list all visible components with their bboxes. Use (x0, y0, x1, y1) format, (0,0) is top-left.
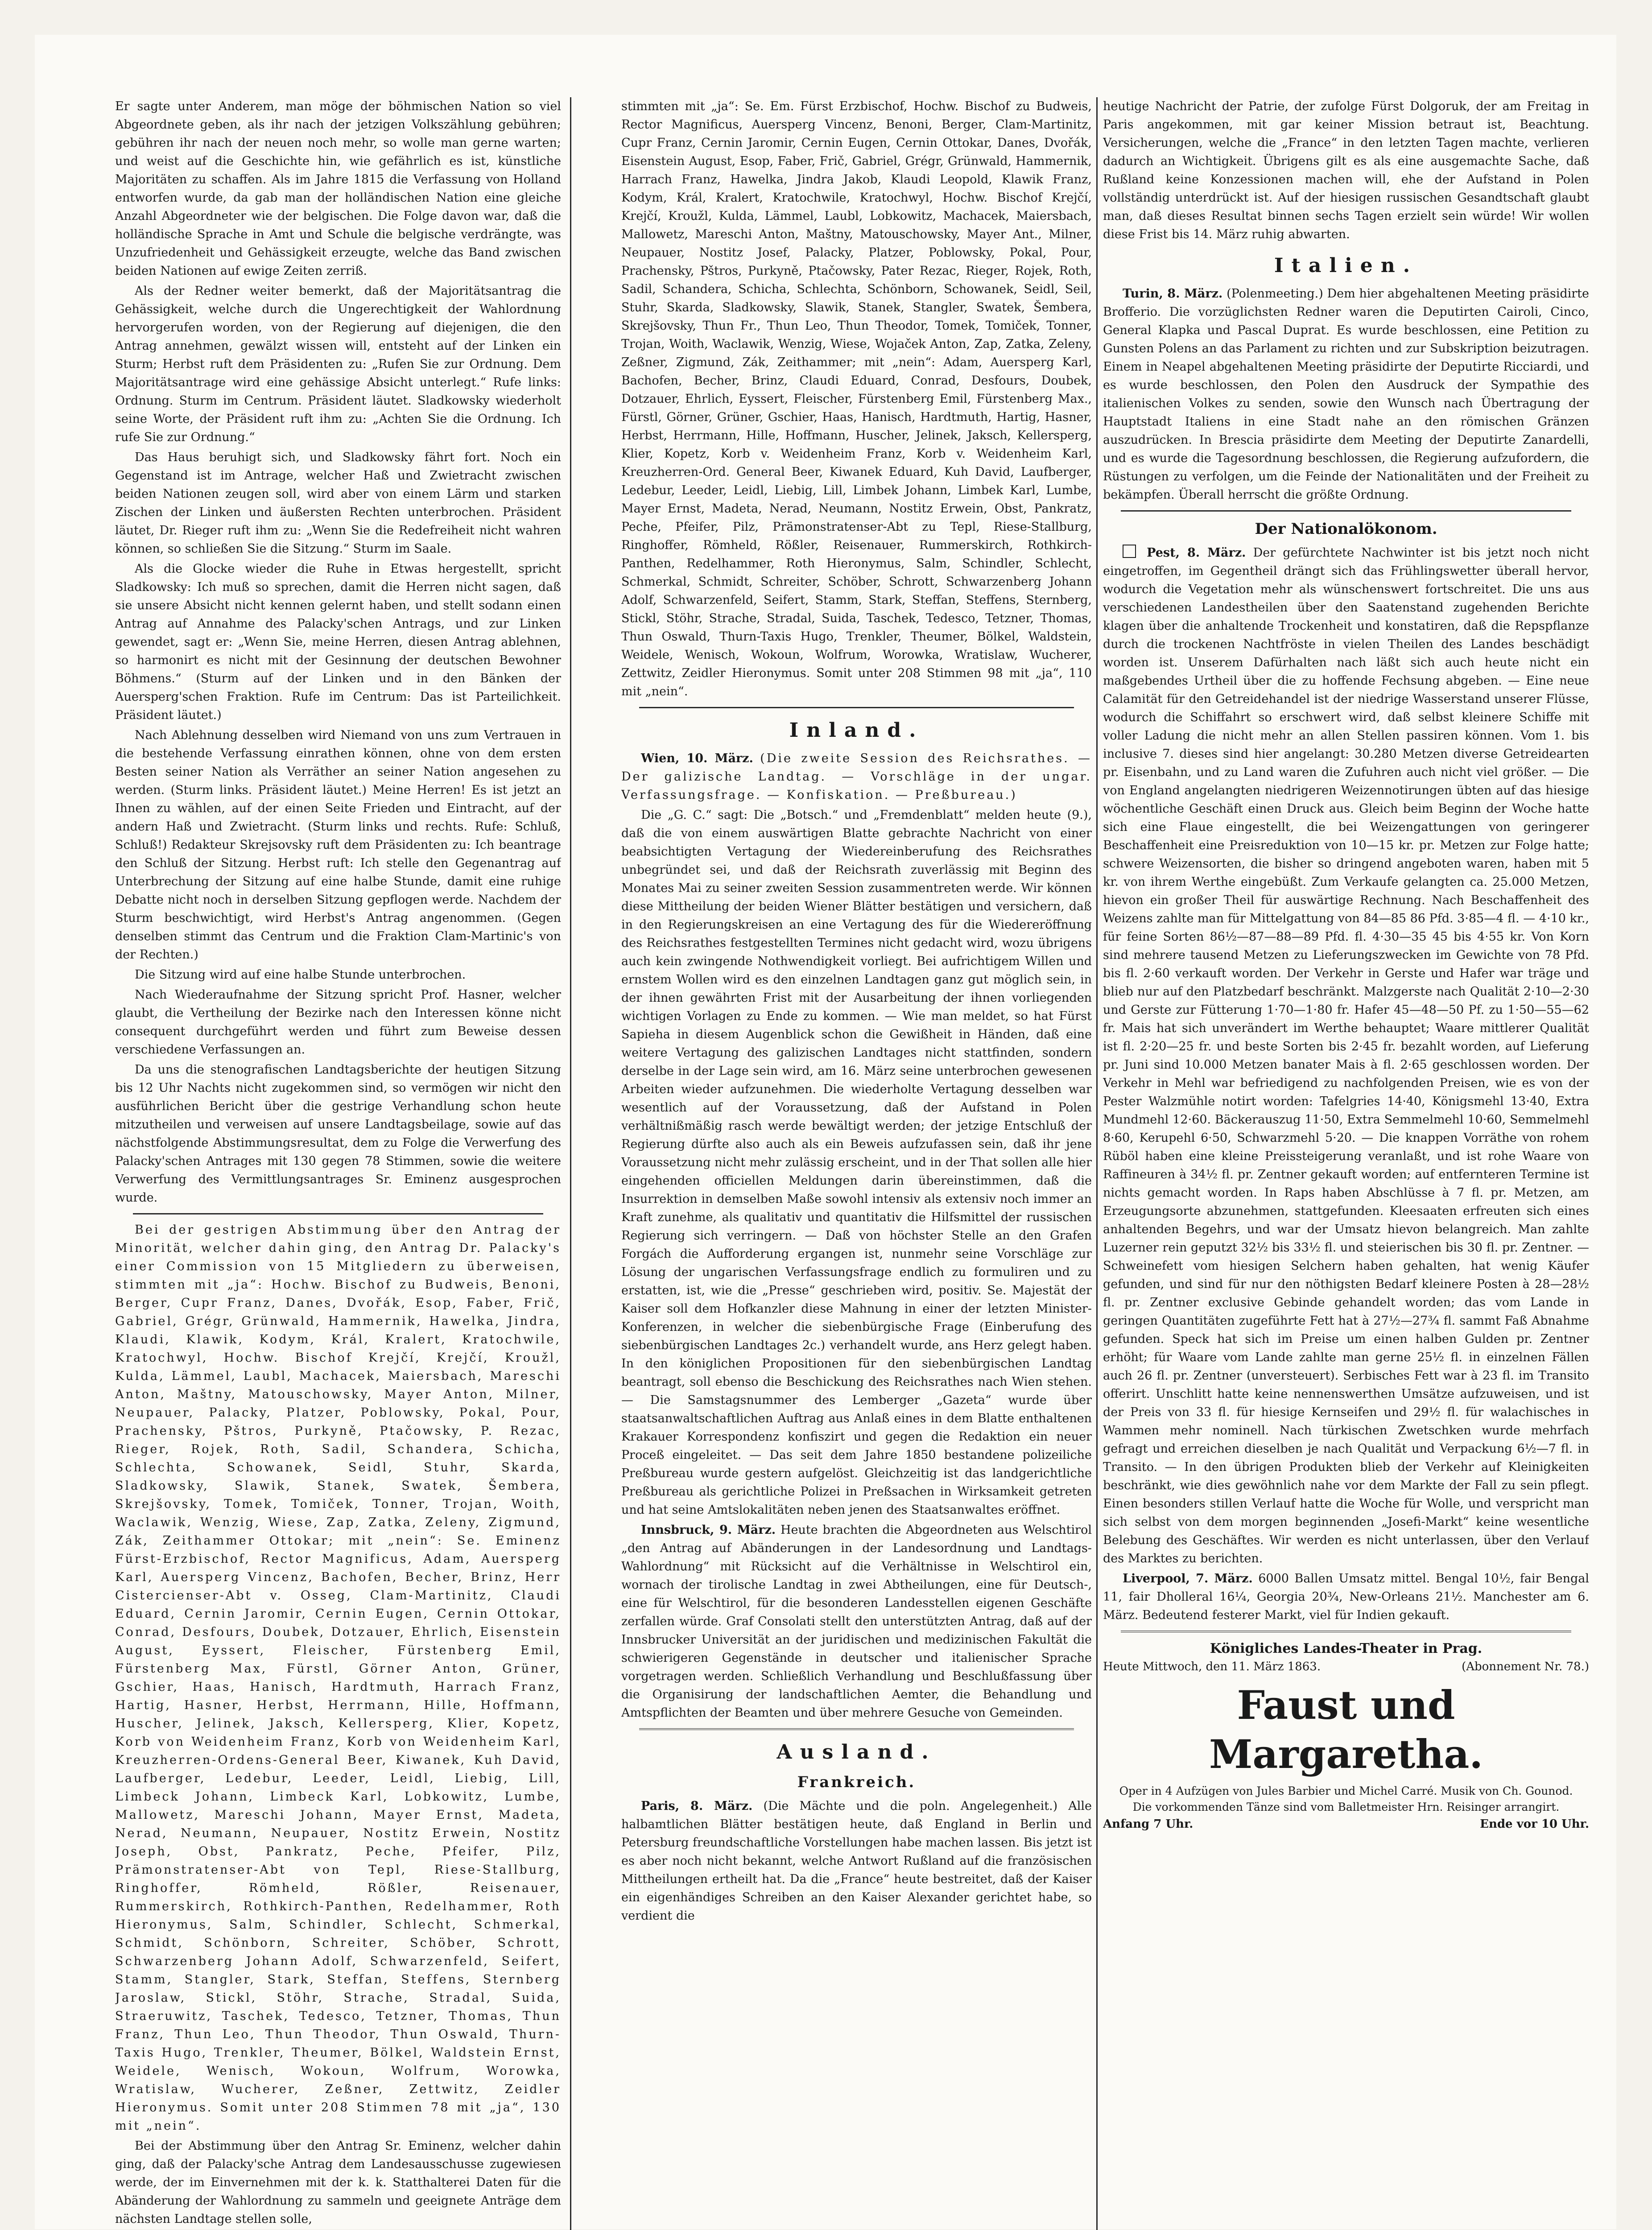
divider (639, 707, 1074, 708)
dateline-pest: Pest, 8. März. (1147, 546, 1246, 560)
dateline-innsbruck: Innsbruck, 9. März. (641, 1523, 776, 1537)
newspaper-sheet (35, 35, 1616, 2229)
vote-paragraph: Bei der gestrigen Abstimmung über den Antrag der Minorität, welcher dahin ging, den Antrag Dr. Palacky's einer Commission von 15 Mitgliedern zu überweisen, stimmten mit „ja“: Hochw. Bischof zu Budweis, Benoni, Berger, Cupr Franz, Danes, Dvořák, Esop, Faber, Frič, Gabriel, Grégr, Grünwald, Hammernik, Hawelka, Jindra, Klaudi, Klawik, Kodym, Král, Kralert, Kratochwile, Kratochwyl, Hochw. Bischof Krejčí, Krejčí, Kroužl, Kulda, Lämmel, Laubl, Machacek, Maiersbach, Mareschi Anton, Maštny, Matouschowsky, Mayer Anton, Milner, Neupauer, Palacky, Platzer, Poblowsky, Pokal, Pour, Prachensky, Pštros, Purkyně, Ptačowsky, P. Rezac, Rieger, Rojek, Roth, Sadil, Schandera, Schicha, Schlechta, Schowanek, Seidl, Stuhr, Skarda, Sladkowsky, Slawik, Stanek, Swatek, Šembera, Skrejšovsky, Tomek, Tomiček, Tonner, Trojan, Woith, Waclawik, Wenzig, Wiese, Zap, Zatka, Zeleny, Zigmund, Zák, Zeithammer Ottokar; mit „nein“: Se. Eminenz Fürst-Erzbischof, Rector Magnificus, Adam, Auersperg Karl, Auersperg Vincenz, Bachofen, Becher, Brinz, Herr Cistercienser-Abt v. Osseg, Clam-Martinitz, Claudi Eduard, Cernin Jaromir, Cernin Eugen, Cernin Ottokar, Conrad, Desfours, Doubek, Dotzauer, Ehrlich, Eisenstein August, Eyssert, Fleischer, Fürstenberg Emil, Fürstenberg Max, Fürstl, Görner Anton, Grüner, Gschier, Haas, Hanisch, Hardtmuth, Harrach Franz, Hartig, Hasner, Herbst, Herrmann, Hille, Hoffmann, Huscher, Jelinek, Jaksch, Kellersperg, Klier, Kopetz, Korb von Weidenheim Franz, Korb von Weidenheim Karl, Kreuzherren-Ordens-General Beer, Kiwanek, Kuh David, Laufberger, Ledebur, Leeder, Leidl, Liebig, Lill, Limbeck Johann, Limbeck Karl, Lobkowitz, Lumbe, Mallowetz, Mareschi Johann, Mayer Ernst, Madeta, Nerad, Neumann, Neupauer, Nostitz Erwein, Nostitz Joseph, Obst, Pankratz, Peche, Pfeifer, Pilz, Prämonstratenser-Abt von Tepl, Riese-Stallburg, Ringhoffer, Römheld, Rößler, Reisenauer, Rummerskirch, Rothkirch-Panthen, Redelhammer, Roth Hieronymus, Salm, Schindler, Schlecht, Schmerkal, Schmidt, Schönborn, Schreiter, Schöber, Schrott, Schwarzenberg Johann Adolf, Schwarzenfeld, Seifert, Stamm, Stangler, Stark, Steffan, Steffens, Sternberg Jaroslaw, Stickl, Stöhr, Strache, Stradal, Suida, Straeruwitz, Taschek, Tedesco, Tetzner, Thomas, Thun Franz, Thun Leo, Thun Theodor, Thun Oswald, Thurn-Taxis Hugo, Trenkler, Theumer, Bölkel, Waldstein Ernst, Weidele, Wenisch, Wokoun, Wolfrum, Worowka, Wratislaw, Wucherer, Zeßner, Zettwitz, Zeidler Hieronymus. Somit unter 208 Stimmen 78 mit „ja“, 130 mit „nein“. (115, 1223, 561, 2133)
square-icon (1123, 545, 1136, 558)
article-turin: (Polenmeeting.) Dem hier abgehaltenen Meeting präsidirte Brofferio. Die vorzüglichsten Redner waren die Deputirten Cairoli, Cinco, General Klapka und Pascal Duprat. Es wurde beschlossen, eine Petition zu Gunsten Polens an das Parlament zu richten und zur Subskription beizutragen. Einem in Neapel abgehaltenen Meeting präsidirte der Deputirte Ricciardi, und es wurde beschlossen, den Polen den Ausdruck der Sympathie des italienischen Volkes zu senden, sowie den Wunsch nach Übertragung der Hauptstadt Italiens in eine Stadt nahe an den römischen Gränzen auszudrücken. In Brescia präsidirte dem Meeting der Deputirte Zanardelli, und es wurde die Tagesordnung beschlossen, die Regierung aufzufordern, die Rüstungen zu verfolgen, um die Feinde der Nationalitäten und der Freiheit zu bekämpfen. Überall herrscht die größte Ordnung. (1103, 287, 1589, 502)
paragraph: Er sagte unter Anderem, man möge der böhmischen Nation so viel Abgeordnete geben, als ihr nach der jetzigen Volkszählung gebühren; gebühren ihr nach der neuen noch mehr, so wolle man gerne warten; und weist auf die Geschichte hin, wie gefährlich es ist, künstliche Majoritäten zu schaffen. Als im Jahre 1815 die Verfassung von Holland entworfen wurde, da gab man der holländischen Nation eine gleiche Anzahl Abgeordneter wie der belgischen. Die Folge davon war, daß die holländische Sprache in Amt und Schule die belgische verdrängte, was Unzufriedenheit und Gehässigkeit erzeugte, welche das Band zwischen beiden Nationen auf ewige Zeiten zerriß. (115, 99, 561, 278)
theater-start: Anfang 7 Uhr. (1103, 1817, 1194, 1831)
paragraph: Als der Redner weiter bemerkt, daß der Majoritätsantrag die Gehässigkeit, welche durch die Ungerechtigkeit der Wahlordnung hervorgerufen worden, von der Regierung auf diejenigen, die den Antrag annehmen, gewälzt wissen will, entsteht auf der Linken ein Sturm; Herbst ruft dem Präsidenten zu: „Rufen Sie zur Ordnung. Dem Majoritätsantrage wird eine gehässige Absicht unterlegt.“ Rufe links: Ordnung. Sturm im Centrum. Präsident läutet. Sladkowsky wiederholt seine Worte, der Präsident ruft ihm zu: „Achten Sie die Ordnung. Ich rufe Sie zur Ordnung.“ (115, 284, 561, 444)
divider (1121, 1631, 1571, 1632)
vote-continuation: stimmten mit „ja“: Se. Em. Fürst Erzbischof, Hochw. Bischof zu Budweis, Rector Magnificus, Auersperg Vincenz, Benoni, Berger, Clam-Martinitz, Cupr Franz, Cernin Jaromir, Cernin Eugen, Cernin Ottokar, Danes, Dvořák, Eisenstein August, Esop, Faber, Frič, Gabriel, Grégr, Grünwald, Hammernik, Harrach Franz, Hawelka, Jindra Jakob, Klaudi Leopold, Klawik Franz, Kodym, Král, Kralert, Kratochwile, Kratochwyl, Hochw. Bischof Krejčí, Krejčí, Kroužl, Kulda, Lämmel, Laubl, Lobkowitz, Machacek, Maiersbach, Mallowetz, Mareschi Anton, Maštny, Matouschowsky, Mayer Ant., Milner, Neupauer, Nostitz Josef, Palacky, Platzer, Poblowsky, Pokal, Pour, Prachensky, Pštros, Purkyně, Ptačowsky, Pater Rezac, Rieger, Rojek, Roth, Sadil, Schandera, Schicha, Schlechta, Schönborn, Schowanek, Seidl, Seil, Stuhr, Skarda, Sladkowsky, Slawik, Stanek, Stangler, Swatek, Šembera, Skrejšovsky, Thun Fr., Thun Leo, Thun Theodor, Tomek, Tomiček, Tonner, Trojan, Woith, Waclawik, Wenzig, Wiese, Wojaček Anton, Zap, Zatka, Zeleny, Zeßner, Zigmund, Zák, Zeithammer; mit „nein“: Adam, Auersperg Karl, Bachofen, Becher, Brinz, Claudi Eduard, Conrad, Desfours, Doubek, Dotzauer, Ehrlich, Eyssert, Fleischer, Fürstenberg Emil, Fürstenberg Max., Fürstl, Görner, Grüner, Gschier, Haas, Hanisch, Hardtmuth, Hartig, Hasner, Herbst, Herrmann, Hille, Hoffmann, Huscher, Jelinek, Jaksch, Kellersperg, Klier, Kopetz, Korb v. Weidenheim Franz, Korb v. Weidenheim Karl, Kreuzherren-Ord. General Beer, Kiwanek Eduard, Kuh David, Laufberger, Ledebur, Leeder, Leidl, Liebig, Lill, Limbek Johann, Limbek Karl, Lumbe, Mayer Ernst, Madeta, Nerad, Neumann, Nostitz Erwein, Obst, Pankratz, Peche, Pfeifer, Pilz, Prämonstratenser-Abt zu Tepl, Riese-Stallburg, Ringhoffer, Römheld, Rößler, Reisenauer, Rummerskirch, Rothkirch-Panthen, Redelhammer, Roth Hieronymus, Salm, Schindler, Schlecht, Schmerkal, Schmidt, Schreiter, Schöber, Schrott, Schwarzenberg Johann Adolf, Schwarzenfeld, Seifert, Stamm, Stark, Steffan, Steffens, Sternberg, Stickl, Stöhr, Strache, Stradal, Suida, Taschek, Tedesco, Tetzner, Thomas, Thun Oswald, Thurn-Taxis Hugo, Trenkler, Theumer, Bölkel, Waldstein, Weidele, Wenisch, Wokoun, Wolfrum, Worowka, Wratislaw, Wucherer, Zettwitz, Zeidler Hieronymus. Somit unter 208 Stimmen 98 mit „ja“, 110 mit „nein“. (621, 99, 1092, 698)
vote-paragraph: Bei der Abstimmung über den Antrag Sr. Eminenz, welcher dahin ging, daß der Palacky'sche Antrag dem Landesausschusse zugewiesen werde, der im Einvernehmen mit der k. k. Statthalterei Daten für die Abänderung der Wahlordnung zu sammeln und geeignete Anträge dem nächsten Landtage stellen solle, (115, 2139, 561, 2226)
divider (1121, 510, 1571, 512)
column-2 (621, 97, 1092, 2230)
paragraph: Das Haus beruhigt sich, und Sladkowsky fährt fort. Noch ein Gegenstand ist im Antrage, welcher Haß und Zwietracht zwischen beiden Nationen zeugen soll, wird aber von einem Lärm und starken Zischen der Linken und äußersten Rechten unterbrochen. Präsident läutet, Dr. Rieger ruft ihm zu: „Wenn Sie die Redefreiheit nicht wahren können, so schließen Sie die Sitzung.“ Sturm im Saale. (115, 450, 561, 556)
theater-credits: Oper in 4 Aufzügen von Jules Barbier und Michel Carré. Musik von Ch. Gounod. (1119, 1784, 1573, 1797)
paragraph: Die Sitzung wird auf eine halbe Stunde unterbrochen. (135, 968, 466, 982)
column-3 (1103, 97, 1589, 2230)
paragraph: Da uns die stenografischen Landtagsberichte der heutigen Sitzung bis 12 Uhr Nachts nicht zugekommen sind, so vermögen wir nicht den ausführlichen Bericht über die gestrige Verhandlung schon heute mitzutheilen und verweisen auf unsere Landtagsbeilage, sowie auf das nächstfolgende Abstimmungsresultat, dem zu Folge die Verwerfung des Palacky'schen Antrages mit 130 gegen 78 Stimmen, sowie die weitere Verwerfung des Vermittlungsantrages Sr. Eminenz ausgesprochen wurde. (115, 1063, 561, 1205)
section-heading-inland: Inland. (789, 719, 924, 742)
dateline-turin: Turin, 8. März. (1123, 287, 1223, 301)
column-1 (115, 97, 561, 2230)
article-pest: Der gefürchtete Nachwinter ist bis jetzt noch nicht eingetroffen, im Gegentheil drängt sich das Frühlingswetter überall hervor, wodurch die Vegetation mehr als wünschenswert fortschreitet. Die uns aus verschiedenen Landestheilen über den Saatenstand zugehenden Berichte klagen über die anhaltende Trockenheit und konstatiren, daß die Repspflanze durch die trockenen Nachtfröste in vielen Theilen des Landes beschädigt worden ist. Unserem Dafürhalten nach läßt sich auch heute nicht ein maßgebendes Urtheil über die zu hoffende Fechsung abgeben. — Eine neue Calamität für den Getreidehandel ist der niedrige Wasserstand unserer Flüsse, wodurch die Schiffahrt so erschwert wird, daß selbst kleinere Schiffe mit voller Ladung die nicht mehr an allen Stellen passiren können. Vom 1. bis inclusive 7. dieses sind hier angelangt: 30.280 Metzen diverse Getreidearten pr. Eisenbahn, und zu Land waren die Zufuhren auch nicht viel größer. — Die von England angelangten niedrigeren Weizennotirungen übten auf das hiesige wöchentliche Geschäft einen Druck aus. Gleich beim Beginn der Woche hatte sich eine Flaue eingestellt, die bei Weizengattungen von geringerer Beschaffenheit eine Preisreduktion von 10—15 kr. pr. Metzen zur Folge hatte; schwere Weizensorten, die bisher so dringend angeboten waren, haben mit 5 kr. von ihrem Werthe eingebüßt. Zum Verkaufe gelangten ca. 25.000 Metzen, hievon ein großer Theil für auswärtige Rechnung. Nach Beschaffenheit des Weizens zahlte man für Mittelgattung von 84—85 86 Pfd. 3·85—4 fl. — 4·10 kr., für feine Sorten 86½—87—88—89 Pfd. fl. 4·30—35 45 bis 4·55 kr. Von Korn sind mehrere tausend Metzen zu Lieferungszwecken im Gewichte von 78 Pfd. bis fl. 2·60 verkauft worden. Der Verkehr in Gerste und Hafer war träge und blieb nur auf den Platzbedarf beschränkt. Malzgerste nach Qualität 2·10—2·30 und Gerste zur Fütterung 1·70—1·80 fr. Hafer 45—48—50 Pf. zu 1·50—55—62 fr. Mais hat sich unverändert im Werthe behauptet; Waare mittlerer Qualität ist fl. 2·20—25 fr. und beste Sorten bis 2·45 fr. bezahlt worden, auf Lieferung pr. Juni sind 10.000 Metzen banater Mais à fl. 2·65 geschlossen worden. Der Verkehr in Mehl war befriedigend zu nachfolgenden Preisen, wie es von der Pester Walzmühle notirt worden: Tafelgries 14·40, Königsmehl 13·40, Extra Mundmehl 12·60. Bäckerauszug 11·50, Extra Semmelmehl 10·60, Semmelmehl 8·60, Kerupehl 6·50, Schwarzmehl 5·20. — Die knappen Vorräthe von rohem Rüböl haben eine kleine Preissteigerung veranlaßt, und ist rohe Waare von Raffineuren à 34½ fl. pr. Zentner gekauft worden; auf entfernteren Termine ist nichts gemacht worden. In Raps haben Abschlüsse à 7 fl. pr. Metzen, am Erzeugungsorte abzunehmen, stattgefunden. Kleesaaten erfreuten sich eines anhaltenden Begehrs, und war der Umsatz hievon belangreich. Man zahlte Luzerner rein geputzt 32½ bis 33½ fl. und steierischen bis 30 fl. pr. Zentner. — Schweinefett vom hiesigen Selchern haben gehalten, hat wenig Käufer gefunden, und sind für nur den nöthigsten Bedarf kleinere Posten à 28—28½ fl. pr. Zentner exclusive Gebinde gehandelt worden; das vom Lande in geringen Quantitäten zugeführte Fett hat à 27½—27¾ fl. sammt Faß Abnahme gefunden. Speck hat sich im Preise um einen halben Gulden pr. Zentner erhöht; für Waare vom Lande zahlte man gerne 25½ fl. in einzelnen Fällen auch 26 fl. pr. Zentner (unversteuert). Serbisches Fett war à 23 fl. im Transito offerirt. Unschlitt hatte keine nennenswerthen Umsätze aufzuweisen, und ist der Preis von 33 fl. für hiesige Kernseifen und 29½ fl. für walachisches in Wammen mehr nominell. Nach türkischen Zwetschken wurde mehrfach gefragt und erreichen dieselben je nach Qualität und Verpackung 6½—7 fl. in Transito. — In den übrigen Produkten blieb der Verkehr auf Kleinigkeiten beschränkt, wie dies gewöhnlich nahe vor dem Markte der Fall zu sein pflegt. Einen besonders stillen Verlauf hatte die Woche für Wolle, und verspricht man sich selbst von dem morgen beginnenden „Josefi-Markt“ keine wesentliche Belebung des Geschäftes. Wir werden es nicht unterlassen, über den Verlauf des Marktes zu berichten. (1103, 546, 1589, 1565)
theater-subscription: (Abonnement Nr. 78.) (1462, 1660, 1589, 1673)
section-heading-ausland: Ausland. (776, 1741, 937, 1763)
dateline-paris: Paris, 8. März. (641, 1799, 753, 1813)
dateline-wien: Wien, 10. März. (641, 752, 753, 765)
paragraph: Nach Ablehnung desselben wird Niemand von uns zum Vertrauen in die bestehende Verfassung einrathen können, ohne von dem ersten Besten seiner Nation als Verräther an seiner Nation angesehen zu werden. (Sturm links. Präsident läutet.) Meine Herren! Es ist jetzt an Ihnen zu wählen, auf der einen Seite Frieden und Eintracht, auf der andern Haß und Zwietracht. (Sturm links und rechts. Rufe: Schluß, Schluß!) Redakteur Skrejsovsky ruft dem Präsidenten zu: Ich beantrage den Schluß der Sitzung. Herbst ruft: Ich stelle den Gegenantrag auf Unterbrechung der Sitzung auf eine halbe Stunde, damit eine ruhige Debatte nicht noch in derselben Sitzung gepflogen werde. Nachdem der Sturm beschwichtigt, wird Herbst's Antrag angenommen. (Gegen denselben stimmt das Centrum und die Fraktion Clam-Martinic's von der Rechten.) (115, 728, 561, 962)
theater-date: Heute Mittwoch, den 11. März 1863. (1103, 1660, 1321, 1673)
theater-announcement (1103, 1639, 1589, 1834)
section-heading-nationaloekonom: Der Nationalökonom. (1255, 520, 1437, 538)
dateline-liverpool: Liverpool, 7. März. (1123, 1572, 1253, 1586)
theater-end: Ende vor 10 Uhr. (1480, 1817, 1589, 1831)
article-innsbruck: Heute brachten die Abgeordneten aus Welschtirol „den Antrag auf Abänderungen in der Landesordnung und Landtags-Wahlordnung“ mit Rücksicht auf die Verhältnisse in Welschtirol ein, wornach der tirolische Landtag in zwei Abtheilungen, eine für Deutsch-, eine für Welschtirol, für die besonderen Landesstellen eigenen Geschäfte zerfallen würde. Graf Consolati stellt den unterstützten Antrag, daß auf der Innsbrucker Universität an der juridischen und medizinischen Fakultät die schwierigeren Gegenstände in deutscher und italienischer Sprache vorgetragen werden. Schließlich Verhandlung und Beschlußfassung über die Organisirung der landschaftlichen Aemter, die Behandlung und Amtspflichten der Beamten und über mehrere Gesuche von Gemeinden. (621, 1523, 1092, 1720)
section-heading-italien: Italien. (1274, 254, 1418, 277)
theater-heading: Königliches Landes-Theater in Prag. (1210, 1641, 1483, 1656)
divider (639, 1728, 1074, 1730)
topics-wien: (Die zweite Session des Reichsrathes. — Der galizische Landtag. — Vorschläge in der ungar. Verfassungsfrage. — Konfiskation. — Preßbureau.) (621, 752, 1092, 802)
article-paris: (Die Mächte und die poln. Angelegenheit.) Alle halbamtlichen Blätter bestätigen heute, daß England in Berlin und Petersburg freundschaftliche Vorstellungen habe machen lassen. Bis jetzt ist es aber noch nicht bekannt, welche Antwort Rußland auf die französischen Mittheilungen ertheilt hat. Da die „France“ heute bestreitet, daß der Kaiser ein eigenhändiges Schreiben an den Kaiser Alexander gerichtet habe, so verdient die (621, 1799, 1092, 1923)
article-frankreich-continuation: heutige Nachricht der Patrie, der zufolge Fürst Dolgoruk, der am Freitag in Paris angekommen, mit gar keiner Mission betraut ist, Beachtung. Versicherungen, welche die „France“ in den letzten Tagen machte, verlieren dadurch an Wichtigkeit. Übrigens gilt es als eine ausgemachte Sache, daß Rußland keine Konzessionen machen will, ehe der Aufstand in Polen vollständig unterdrückt ist. Auf der hiesigen russischen Gesandtschaft glaubt man, daß dieses Resultat binnen sechs Tagen erzielt sein würde! Wir wollen diese Frist bis 14. März ruhig abwarten. (1103, 99, 1589, 241)
column-rule-2 (1096, 97, 1098, 2230)
article-liverpool: 6000 Ballen Umsatz mittel. Bengal 10½, fair Bengal 11, fair Dholleral 16¼, Georgia 20¾, New-Orleans 21½. Manchester am 6. März. Bedeutend festerer Markt, viel für Indien gekauft. (1103, 1572, 1589, 1622)
subheading-frankreich: Frankreich. (797, 1773, 916, 1791)
divider (133, 1213, 543, 1214)
theater-date-row (1103, 1658, 1589, 1676)
paragraph: Nach Wiederaufnahme der Sitzung spricht Prof. Hasner, welcher glaubt, die Vertheilung der Bezirke nach den Interessen könne nicht consequent durchgeführt werden und führt zum Beweise dessen verschiedene Verfassungen an. (115, 988, 561, 1057)
column-rule-1 (570, 97, 571, 2230)
theater-dance-note: Die vorkommenden Tänze sind vom Balletmeister Hrn. Reisinger arrangirt. (1132, 1801, 1560, 1813)
paragraph: Die „G. C.“ sagt: Die „Botsch.“ und „Fremdenblatt“ melden heute (9.), daß die von einem auswärtigen Blatte gebrachte Nachricht von einer beabsichtigten Vertagung der Wiedereinberufung des Reichsrathes unbegründet sei, und daß der Reichsrath zuverlässig mit Beginn des Monates Mai zu seiner zweiten Session zusammentreten werde. Wir können diese Mittheilung der beiden Wiener Blätter bestätigen und versichern, daß in den Regierungskreisen an eine Vertagung des für die Wiedereröffnung des Reichsrathes festgestellten Termines nicht gedacht wird, wozu übrigens auch kein zwingende Nothwendigkeit vorliegt. Bei aufrichtigem Willen und ernstem Wollen wird es den einzelnen Landtagen ganz gut möglich sein, in der ihnen gewährten Frist mit der Ausarbeitung der ihnen vorliegenden wichtigen Vorlagen zu Ende zu kommen. — Wie man meldet, so hat Fürst Sapieha in diesem Augenblick schon die Gewißheit in Händen, daß eine weitere Vertagung des galizischen Landtages nicht stattfinden, sondern derselbe in der Lage sein wird, am 16. März seine unterbrochen gewesenen Arbeiten wieder aufzunehmen. Die wiederholte Vertagung desselben war wesentlich auf der Voraussetzung, daß der Aufstand in Polen verhältnißmäßig rasch werde bewältigt werden; der jetzige Entschluß der Regierung dürfte also auch als ein Beweis aufzufassen sein, daß ihr jene Voraussetzung nicht mehr zulässig erscheint, und in der That sollen alle hier eingehenden officiellen Meldungen darin übereinstimmen, daß die Insurrektion in demselben Maße sowohl intensiv als extensiv noch immer an Kraft zunehme, als qualitativ und quantitativ die Hilfsmittel der russischen Regierung sich verringern. — Daß von höchster Stelle an den Grafen Forgách die Aufforderung ergangen ist, nunmehr seine Vorschläge zur Lösung der ungarischen Verfassungsfrage endlich zu formuliren und zu erstatten, ist, wie die „Presse“ geschrieben wird, positiv. Se. Majestät der Kaiser soll dem Hofkanzler diese Mahnung in einer der letzten Minister-Konferenzen, in welcher die siebenbürgische Frage (Einberufung des siebenbürgischen Landtages 2c.) verhandelt wurde, ans Herz gelegt haben. In den königlichen Propositionen für den siebenbürgischen Landtag beantragt, soll ebenso die Beschickung des Reichsrathes nach Wien stehen. — Die Samstagsnummer des Lemberger „Gazeta“ wurde über staatsanwaltschaftlichen Auftrag aus Anlaß eines in dem Blatte enthaltenen Krakauer Korrespondenz konfiszirt und gegen die Redaktion ein neuer Proceß eingeleitet. — Das seit dem Jahre 1850 bestandene polizeiliche Preßbureau wurde gestern aufgelöst. Gleichzeitig ist das landgerichtliche Preßbureau als gerichtliche Polizei in Preßsachen in Wirksamkeit getreten und hat seine Amtslokalitäten neben jenen des Staatsanwaltes eröffnet. (621, 808, 1092, 1517)
theater-times (1103, 1815, 1589, 1834)
paragraph: Als die Glocke wieder die Ruhe in Etwas hergestellt, spricht Sladkowsky: Ich muß so sprechen, damit die Herren nicht sagen, daß sie unsere Absicht nicht kennen gelernt haben, und stellt sodann einen Antrag auf Annahme des Palacky'schen Antrags, und zur Linken gewendet, sagt er: „Wenn Sie, meine Herren, diesen Antrag ablehnen, so harmonirt es nicht mit der Gesinnung der deutschen Bewohner Böhmens.“ (Sturm auf der Linken und in den Bänken der Auersperg'schen Fraktion. Rufe im Centrum: Das ist Parteilichkeit. Präsident läutet.) (115, 562, 561, 722)
theater-title: Faust und Margaretha. (1209, 1682, 1483, 1777)
